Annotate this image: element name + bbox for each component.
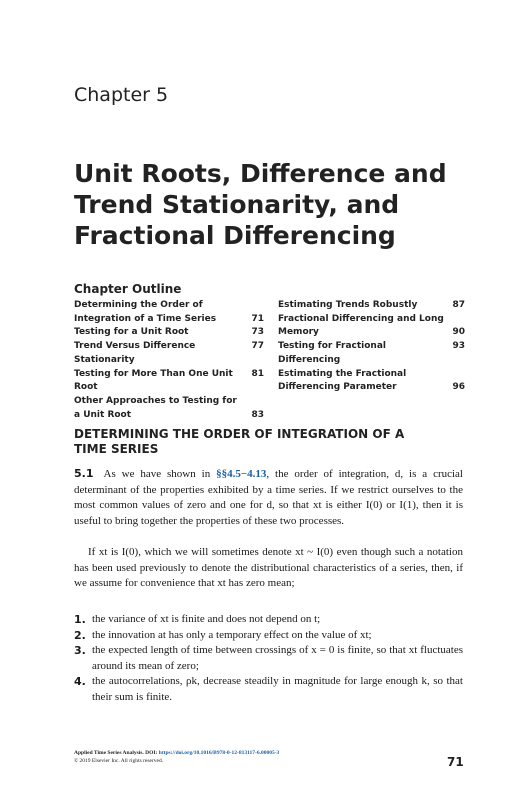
- outline-entry-title: Testing for Fractional Differencing: [278, 341, 386, 365]
- outline-entry-title: Other Approaches to Testing for a Unit Root: [74, 395, 237, 420]
- list-item: [74, 628, 463, 644]
- footer-copyright: © 2019 Elsevier Inc. All rights reserved.: [74, 758, 164, 764]
- list-item-text: the autocorrelations, ρk, decrease steadily in magnitude for large enough k, so that their sum is finite.: [92, 675, 463, 703]
- footer-book-label: Applied Time Series Analysis. DOI:: [74, 750, 159, 756]
- outline-entry-page: 93: [452, 341, 465, 352]
- doi-link[interactable]: https://doi.org/10.1016/B978-0-12-813117-6.00005-3: [158, 750, 280, 756]
- outline-entry-page: 71: [251, 313, 264, 324]
- paragraph-5-1: [74, 466, 463, 529]
- page-number: 71: [447, 755, 464, 769]
- list-item: [74, 674, 463, 705]
- outline-entry-page: 81: [251, 368, 264, 379]
- outline-entry[interactable]: [278, 313, 465, 340]
- list-item: [74, 643, 463, 674]
- outline-entry-page: 77: [251, 341, 264, 352]
- outline-entry[interactable]: [278, 340, 465, 367]
- outline-entry[interactable]: [278, 299, 465, 313]
- outline-entry[interactable]: [74, 395, 264, 422]
- list-item-number: 2.: [74, 628, 86, 642]
- chapter-outline-heading: Chapter Outline: [74, 282, 182, 296]
- outline-entry[interactable]: [74, 340, 264, 367]
- list-item-number: 3.: [74, 644, 86, 658]
- outline-entry-title: Estimating Trends Robustly: [278, 300, 418, 310]
- properties-list: [74, 612, 463, 706]
- page-footer: [74, 749, 279, 765]
- outline-entry-page: 87: [452, 300, 465, 310]
- outline-entry[interactable]: [278, 368, 465, 395]
- list-item-number: 1.: [74, 613, 86, 626]
- section-reference-link[interactable]: §§4.5−4.13: [216, 468, 267, 480]
- section-heading: DETERMINING THE ORDER OF INTEGRATION OF A TIME SERIES: [74, 427, 405, 456]
- paragraph-i0-properties: If xt is I(0), which we will sometimes denote xt ~ I(0) even though such a notation has been used previously to denote the distributional characteristics of a series, then, if we assume for convenience that xt has zero mean;: [74, 546, 463, 590]
- list-item: [74, 612, 463, 628]
- list-item-text: the innovation at has only a temporary effect on the value of xt;: [92, 628, 372, 641]
- list-item-text: the expected length of time between crossings of x = 0 is finite, so that xt fluctuates around its mean of zero;: [92, 644, 463, 672]
- outline-entry[interactable]: [74, 299, 264, 326]
- outline-entry-page: 96: [452, 382, 465, 393]
- chapter-outline-left-column: [74, 299, 264, 422]
- chapter-label: Chapter 5: [74, 84, 169, 106]
- outline-entry-page: 90: [452, 327, 465, 338]
- footer-doi-line: [74, 749, 279, 757]
- paragraph-text-start: As we have shown in: [103, 468, 217, 480]
- outline-entry-page: 83: [251, 409, 264, 420]
- list-item-text: the variance of xt is finite and does not depend on t;: [92, 613, 321, 625]
- outline-entry[interactable]: [74, 326, 264, 340]
- list-item-number: 4.: [74, 675, 86, 689]
- outline-entry-title: Testing for More Than One Unit Root: [74, 368, 233, 393]
- outline-entry-title: Determining the Order of Integration of a Time Series: [74, 300, 217, 324]
- chapter-title: Unit Roots, Difference and Trend Stationarity, and Fractional Differencing: [74, 159, 447, 250]
- outline-entry-title: Testing for a Unit Root: [74, 327, 189, 338]
- outline-entry[interactable]: [74, 368, 264, 395]
- outline-entry-title: Trend Versus Difference Stationarity: [74, 341, 196, 365]
- paragraph-text-end: , the order of integration, d, is a crucial determinant of the properties exhibited by a time series. If we restrict ourselves to the most common values of zero and one for d, so that xt is either I(0) or I(1), then it is useful to bring together the properties of these two processes.: [74, 468, 463, 527]
- paragraph-number: 5.1: [74, 467, 94, 480]
- outline-entry-title: Fractional Differencing and Long Memory: [278, 313, 444, 338]
- chapter-outline-right-column: [278, 299, 465, 395]
- outline-entry-title: Estimating the Fractional Differencing Parameter: [278, 368, 407, 393]
- outline-entry-page: 73: [251, 327, 264, 338]
